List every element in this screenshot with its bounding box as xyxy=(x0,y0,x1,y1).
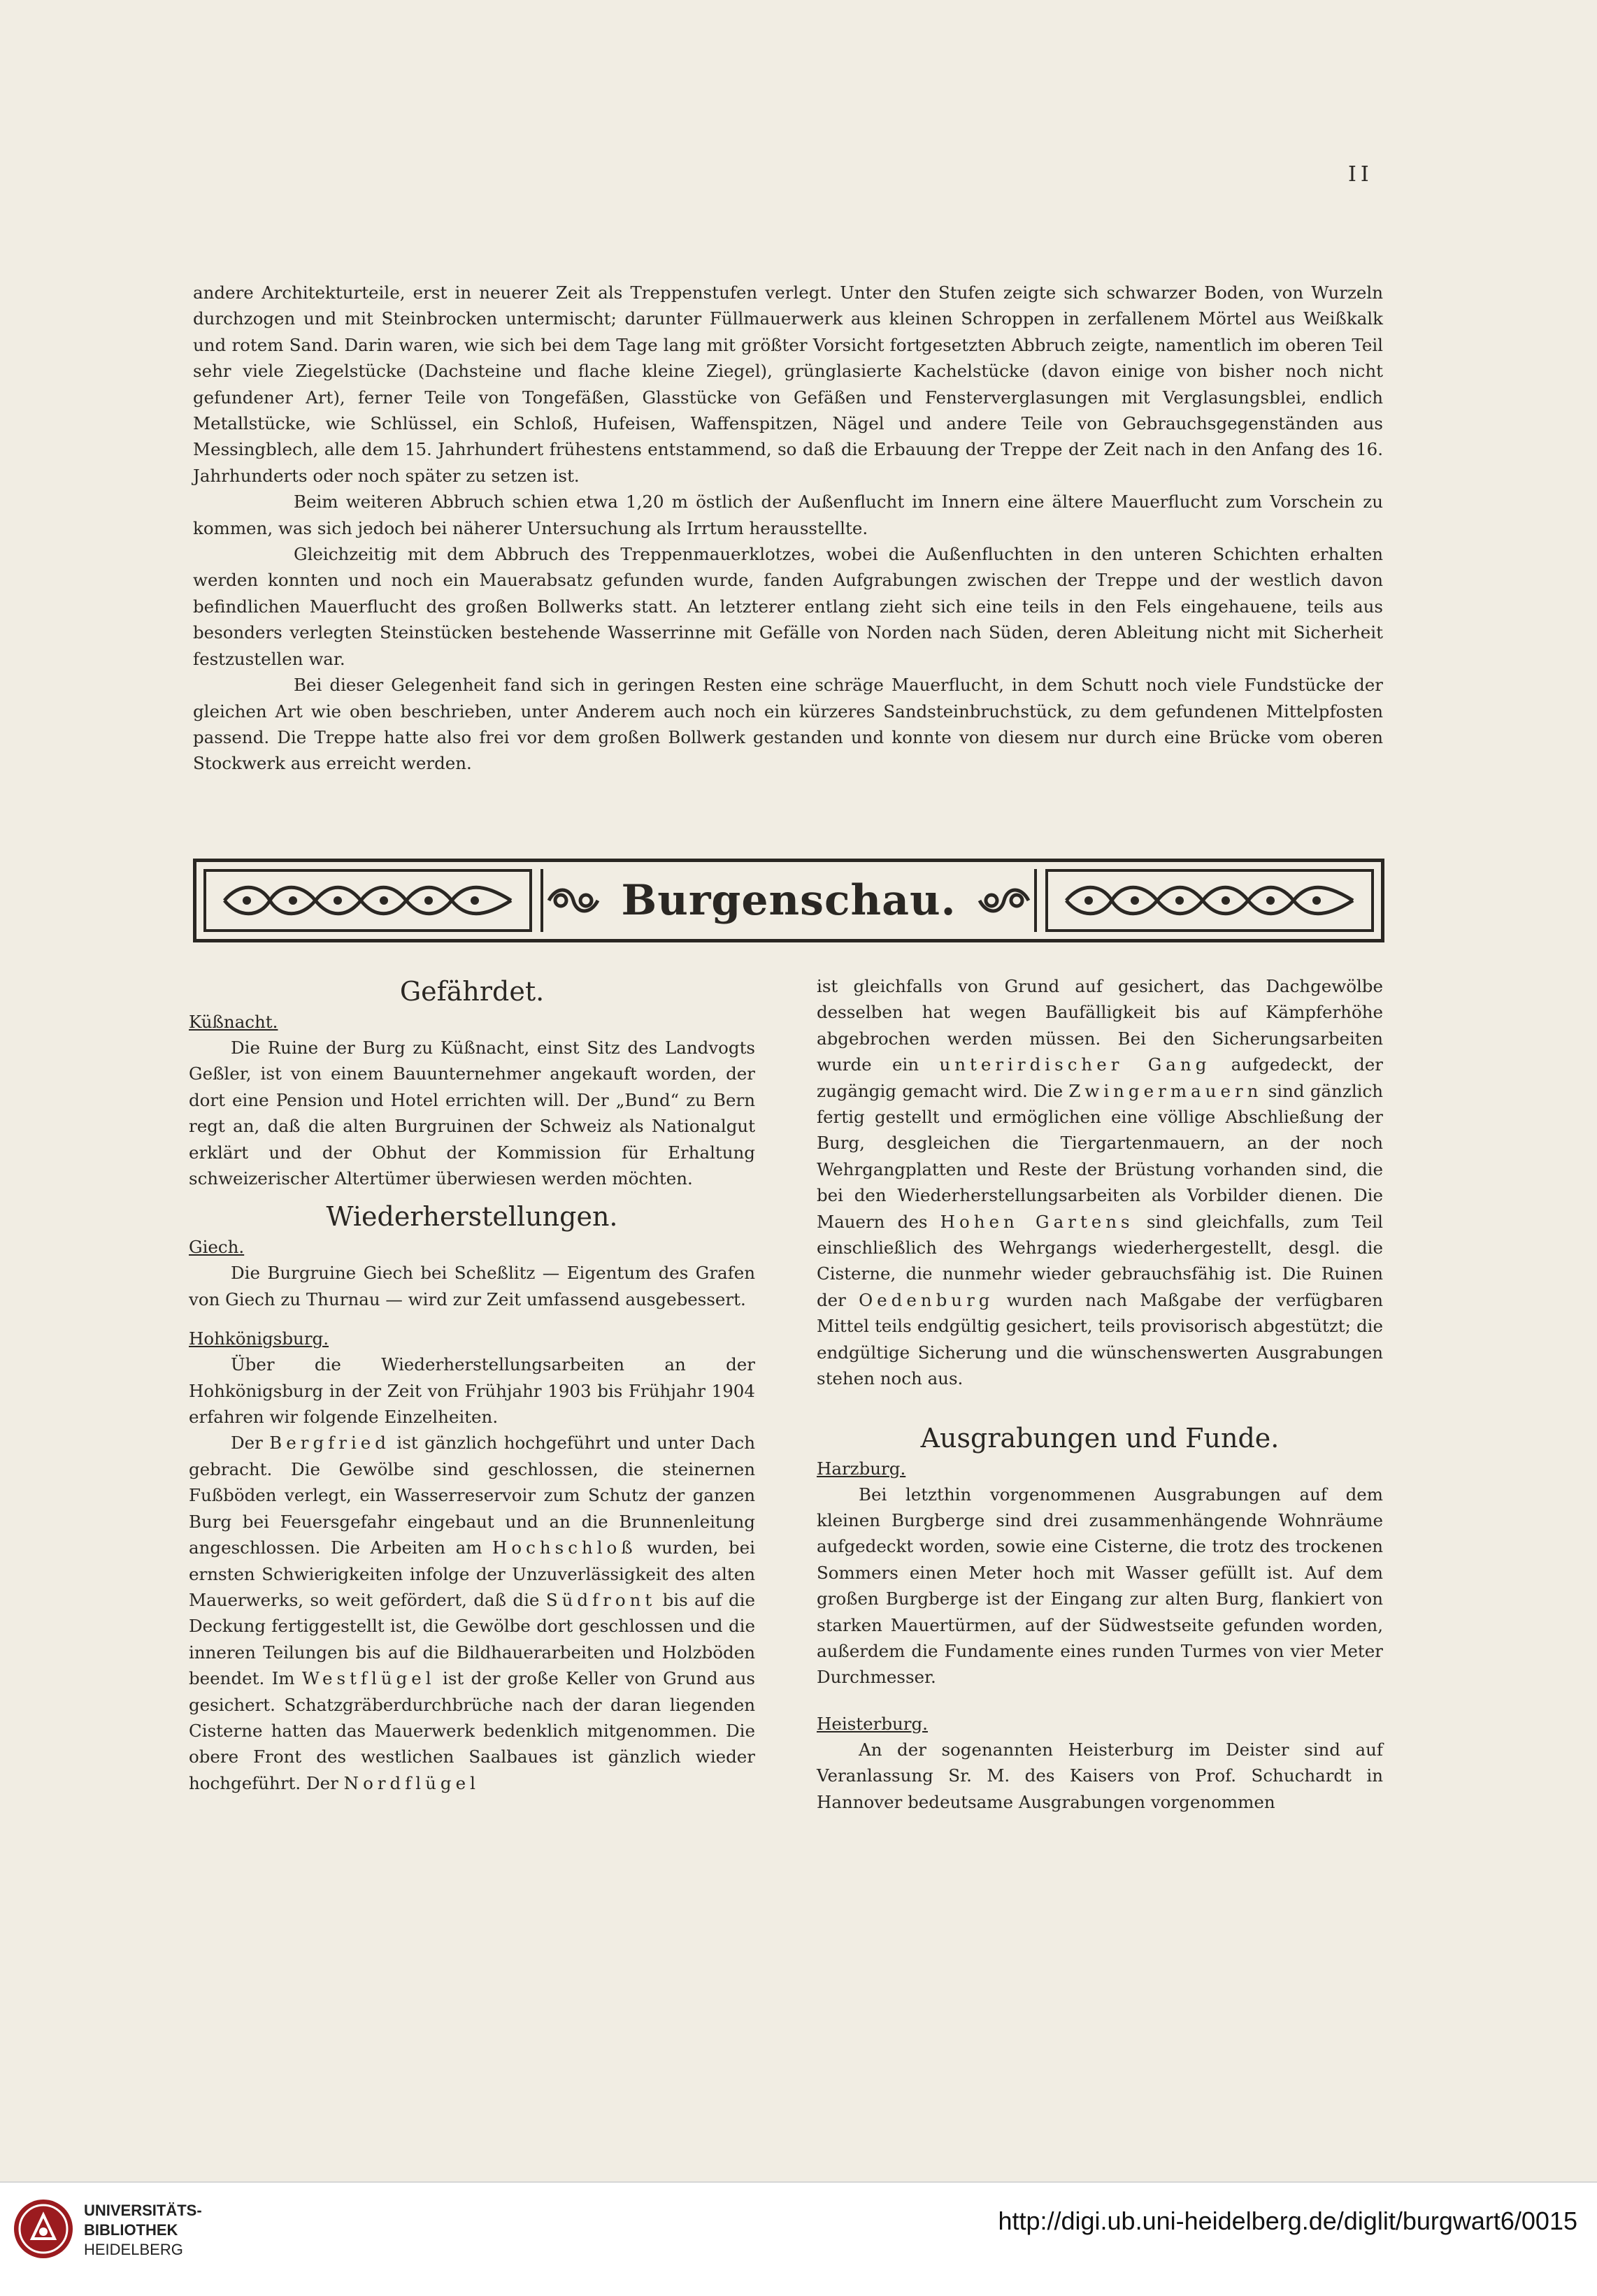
intro-text xyxy=(193,280,1383,777)
place-kuessnacht: Küßnacht. xyxy=(189,1012,278,1032)
spaced-term: Südfront xyxy=(545,1589,657,1610)
spaced-term: Westflügel xyxy=(301,1668,436,1689)
text-run: ist gänzlich hochgeführt und unter Dach gebracht. Die Gewölbe sind geschlossen, die steinernen Fußböden verlegt, ein Wasserreservoir zum Schutz der ganzen Burg bei Feuersgefahr eingebaut und an die Brunnenleitung angeschlossen. Die Arbeiten am xyxy=(189,1433,755,1558)
paragraph-hohkoenigsburg-2 xyxy=(189,1430,755,1796)
section-banner xyxy=(193,859,1384,942)
intro-paragraph: Gleichzeitig mit dem Abbruch des Treppenmauerklotzes, wobei die Außenfluchten in den unteren Schichten erhalten werden konnten und noch ein Mauerabsatz gefunden wurde, fanden Aufgrabungen zwischen der Treppe und der westlich davon befindlichen Mauerflucht des großen Bollwerks statt. An letzterer entlang zieht sich eine teils in den Fels eingehauene, teils aus besonders verlegten Steinstücken bestehende Wasserrinne mit Gefälle von Norden nach Süden, deren Ableitung nicht mit Sicherheit festzustellen war. xyxy=(193,544,1383,669)
paragraph-giech: Die Burgruine Giech bei Scheßlitz — Eigentum des Grafen von Giech zu Thurnau — wird zur Zeit umfassend ausgebessert. xyxy=(189,1263,755,1310)
paragraph-kuessnacht: Die Ruine der Burg zu Küßnacht, einst Sitz des Landvogts Geßler, ist von einem Bauunternehmer angekauft worden, der dort eine Pension und Hotel errichten will. Der „Bund“ zu Bern regt an, daß die alten Burgruinen der Schweiz als Nationalgut erklärt und der Obhut der Kommission für Erhaltung schweizerischer Altertümer überwiesen werden möchten. xyxy=(189,1038,755,1189)
library-name-line: HEIDELBERG xyxy=(84,2241,183,2258)
text-run: ist gleichfalls von Grund auf gesichert, das Dachgewölbe desselben hat wegen Baufälligkeit bis auf Kämpferhöhe abgebrochen werden müssen. Bei den Sicherungsarbeiten wurde ein xyxy=(817,976,1383,1075)
banner-ornament-right xyxy=(1045,869,1374,932)
banner-title-box xyxy=(540,869,1037,932)
right-column xyxy=(817,973,1383,1815)
spaced-term: Zwingermauern xyxy=(1068,1080,1263,1101)
source-url-link[interactable]: http://digi.ub.uni-heidelberg.de/diglit/burgwart6/0015 xyxy=(998,2207,1577,2235)
text-run: Der xyxy=(231,1433,270,1454)
paragraph-hohkoenigsburg-1: Über die Wiederherstellungsarbeiten an der Hohkönigsburg in der Zeit von Frühjahr 1903 bis Frühjahr 1904 erfahren wir folgende Einzelheiten. xyxy=(189,1354,755,1428)
place-hohkoenigsburg: Hohkönigsburg. xyxy=(189,1328,329,1349)
heading-gefaehrdet: Gefährdet. xyxy=(399,976,545,1007)
left-column xyxy=(189,973,755,1796)
spaced-term: Bergfried xyxy=(269,1433,390,1454)
intro-paragraph: Bei dieser Gelegenheit fand sich in geringen Resten eine schräge Mauerflucht, in dem Schutt noch viele Fundstücke der gleichen Art wie oben beschrieben, unter Anderem auch noch ein kürzeres Sandsteinbruchstück, zu dem gefundenen Mittelpfosten passend. Die Treppe hatte also frei vor dem großen Bollwerk gestanden und konnte von diesem nur durch eine Brücke vom oberen Stockwerk aus erreicht werden. xyxy=(193,675,1383,774)
place-giech: Giech. xyxy=(189,1237,245,1258)
place-harzburg: Harzburg. xyxy=(817,1458,906,1479)
paragraph-continuation xyxy=(817,973,1383,1392)
paragraph-heisterburg: An der sogenannten Heisterburg im Deister sind auf Veranlassung Sr. M. des Kaisers von Prof. Schuchardt in Hannover bedeutsame Ausgrabungen vorgenommen xyxy=(817,1739,1383,1812)
heading-wiederherstellungen: Wiederherstellungen. xyxy=(326,1201,618,1233)
page-number: II xyxy=(1348,162,1373,187)
flourish-right-icon xyxy=(976,883,1032,918)
text-run: ist der große Keller von Grund aus gesichert. Schatzgräberdurchbrüche nach der daran liegenden Cisterne hatten das Mauerwerk bedenklich mitgenommen. Die obere Front des westlichen Saalbaues ist gänzlich wieder hochgeführt. Der xyxy=(189,1668,755,1793)
scroll-ornament-icon xyxy=(217,880,518,921)
text-run: wurden, bei ernsten Schwierigkeiten infolge der Unzuverlässigkeit des alten Mauerwerks, so weit gefördert, daß die xyxy=(189,1537,755,1610)
library-name-line: BIBLIOTHEK xyxy=(84,2221,178,2239)
library-name[interactable] xyxy=(84,2201,202,2260)
paragraph-harzburg: Bei letzthin vorgenommenen Ausgrabungen auf dem kleinen Burgberge sind drei zusammenhängende Wohnräume aufgedeckt worden, sowie eine Cisterne, die trotz des trockenen Sommers einen Meter hoch mit Wasser gefüllt ist. Auf dem großen Burgberge ist der Eingang zur alten Burg, flankiert von starken Mauertürmen, auf der Südwestseite gefunden worden, außerdem die Fundamente eines runden Turmes von vier Meter Durchmesser. xyxy=(817,1484,1383,1688)
banner-title: Burgenschau. xyxy=(621,876,957,925)
spaced-term: unterirdischer Gang xyxy=(939,1054,1211,1075)
text-run: aufgedeckt, der zugängig gemacht wird. Die xyxy=(817,1054,1383,1101)
spaced-term: Hohen Gartens xyxy=(940,1211,1134,1232)
heading-ausgrabungen: Ausgrabungen und Funde. xyxy=(920,1422,1280,1454)
intro-paragraph: andere Architekturteile, erst in neuerer Zeit als Treppenstufen verlegt. Unter den Stufen zeigte sich schwarzer Boden, von Wurzeln durchzogen und mit Steinbrocken untermischt; darunter Füllmauerwerk aus kleinen Schroppen in zerfallenem Mörtel aus Weißkalk und rotem Sand. Darin waren, wie sich bei dem Tage lang mit größter Vorsicht fortgesetzten Abbruch zeigte, namentlich im oberen Teil sehr viele Ziegelstücke (Dachsteine und flache kleine Ziegel), grünglasierte Kachelstücke (davon einige von bisher noch nicht gefundener Art), ferner Teile von Tongefäßen, Glasstücke von Gefäßen und Fensterverglasungen mit Verglasungsblei, endlich Metallstücke, wie Schlüssel, ein Schloß, Hufeisen, Waffenspitzen, Nägel und andere Teile von Gebrauchsgegenständen aus Messingblech, alle dem 15. Jahrhundert frühestens entstammend, so daß die Erbauung der Treppe der Zeit nach in den Anfang des 16. Jahrhunderts oder noch später zu setzen ist. xyxy=(193,282,1383,486)
text-run: bis auf die Deckung fertiggestellt ist, die Gewölbe dort geschlossen und die inneren Teilungen bis auf die Bildhauerarbeiten und Holzböden beendet. Im xyxy=(189,1589,756,1689)
library-name-line: UNIVERSITÄTS- xyxy=(84,2202,202,2219)
spaced-term: Nordflügel xyxy=(343,1772,480,1793)
text-run: sind gleichfalls, zum Teil einschließlich des Wehrgangs wiederhergestellt, desgl. die Cisterne, die nunmehr wieder gebrauchsfähig ist. Die Ruinen der xyxy=(817,1211,1383,1310)
spaced-term: Hochschloß xyxy=(492,1537,637,1558)
text-run: sind gänzlich fertig gestellt und ermöglichen eine völlige Abschließung der Burg, desgleichen die Tiergartenmauern, an der noch Wehrgangplatten und Reste der Brüstung vorhanden sind, die bei den Wiederherstellungsarbeiten als Vorbilder dienen. Die Mauern des xyxy=(817,1080,1383,1232)
university-seal-icon[interactable] xyxy=(13,2198,74,2260)
footer-bar xyxy=(0,2181,1597,2296)
text-run: wurden nach Maßgabe der verfügbaren Mittel teils endgültig gesichert, teils provisorisch abgestützt; die endgültige Sicherung und die wünschenswerten Ausgrabungen stehen noch aus. xyxy=(817,1289,1383,1389)
flourish-left-icon xyxy=(545,883,601,918)
banner-ornament-left xyxy=(203,869,532,932)
place-heisterburg: Heisterburg. xyxy=(817,1713,928,1734)
intro-paragraph: Beim weiteren Abbruch schien etwa 1,20 m östlich der Außenflucht im Innern eine ältere Mauerflucht zum Vorschein zu kommen, was sich jedoch bei näherer Untersuchung als Irrtum herausstellte. xyxy=(193,492,1383,538)
scroll-ornament-icon xyxy=(1059,880,1360,921)
spaced-term: Oedenburg xyxy=(859,1289,994,1310)
